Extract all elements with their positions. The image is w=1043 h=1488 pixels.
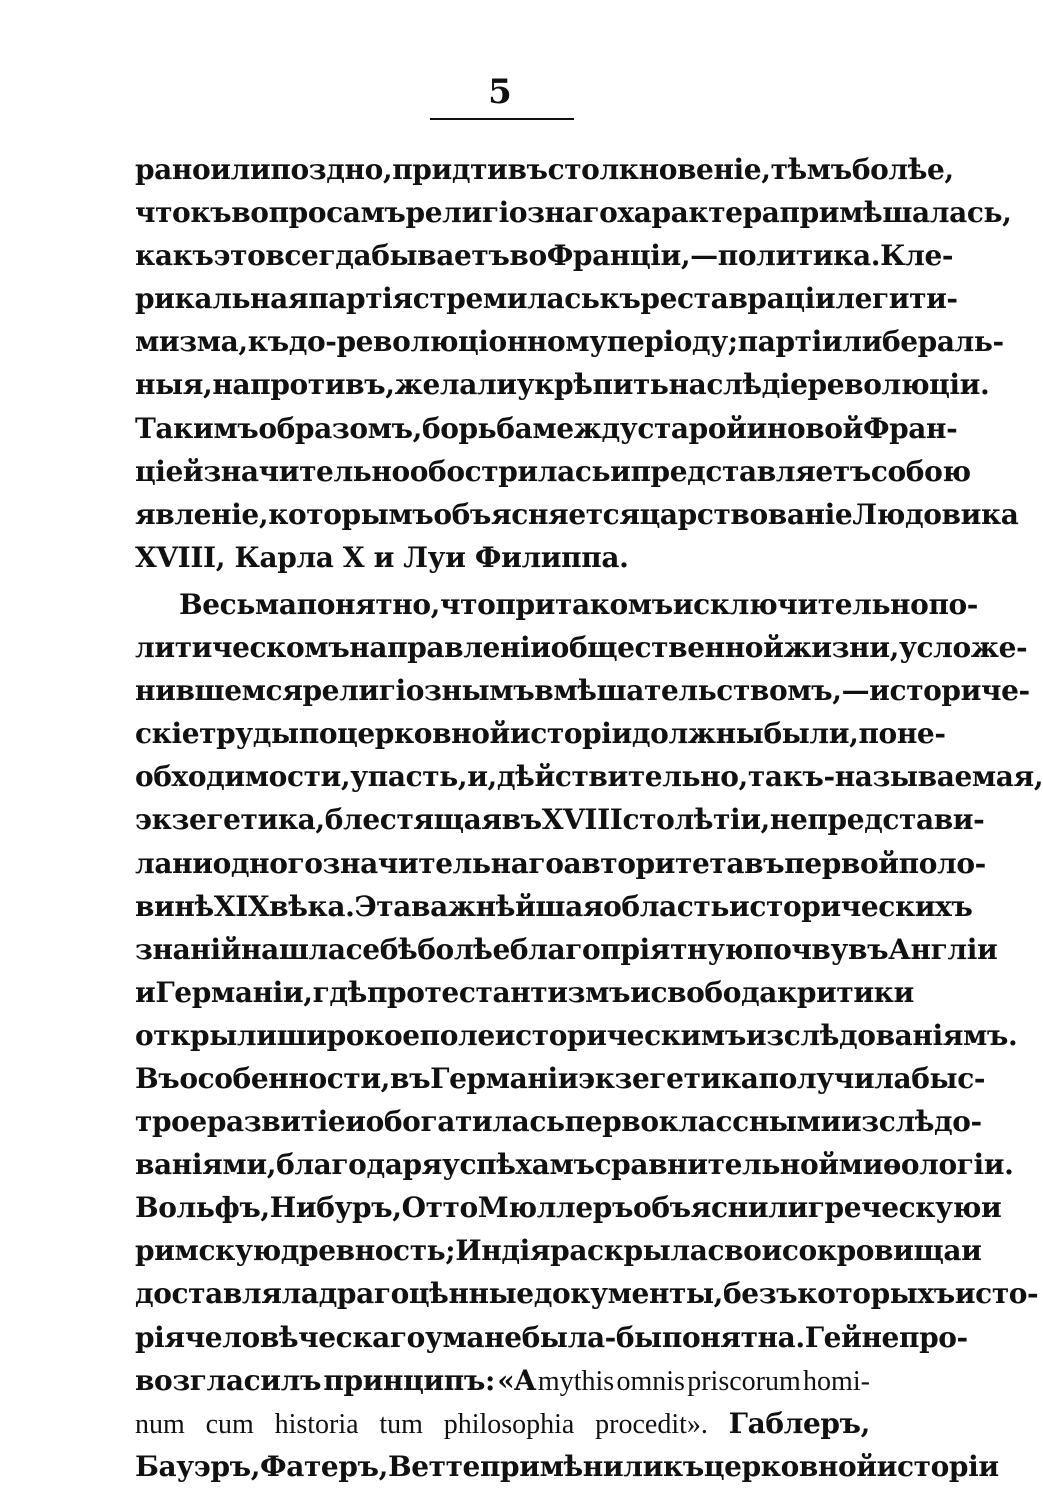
text-line: Такимъ образомъ, борьба между старой и новой Фран- xyxy=(135,411,958,445)
text-line: Вольфъ, Нибуръ, Отто Мюллеръ объяснили греческую и xyxy=(135,1191,1002,1225)
text-line: нившемся религіознымъ вмѣшательствомъ,—историче- xyxy=(135,674,1030,708)
text-line: доставляла драгоцѣнные документы, безъ которыхъ исто- xyxy=(135,1277,1039,1311)
text-line: Весьма понятно, что при такомъ исключительно по- xyxy=(179,587,979,621)
text-line: Въ особенности, въ Германіи экзегетика получила быс- xyxy=(135,1061,986,1095)
header-rule xyxy=(430,118,574,120)
text-line: ваніями, благодаря успѣхамъ сравнительной миѳологіи. xyxy=(135,1148,1014,1182)
text-line: мизма, къ до-революціонному періоду; партіи либераль- xyxy=(135,325,1004,359)
text-line: рикальная партія стремилась къ реставраціи легити- xyxy=(135,282,958,316)
text-line: ла ни одного значительнаго авторитета въ первой поло- xyxy=(135,846,986,880)
body-text xyxy=(135,148,1043,1488)
text-line: XVIII, Карла X и Луи Филиппа. xyxy=(135,540,629,574)
paragraph xyxy=(135,148,1019,579)
page-number: 5 xyxy=(488,72,512,112)
paragraph xyxy=(135,583,1043,1488)
text-line: трое развитіе и обогатилась первоклассными изслѣдо- xyxy=(135,1105,982,1139)
text-line: num cum historia tum philosophia procedit». Габлеръ, xyxy=(135,1406,870,1440)
text-line: Бауэръ, Фатеръ, Ветте примѣнили къ церковной исторіи xyxy=(135,1449,999,1483)
text-line: явленіе, которымъ объясняется царствованіе Людовика xyxy=(135,497,1019,531)
text-line: ціей значительно обострилась и представляетъ собою xyxy=(135,454,971,488)
text-line: возгласилъ принципъ: «A mythis omnis priscorum homi- xyxy=(135,1363,870,1397)
text-line: экзегетика, блестящая въ XVIII столѣтіи, не представи- xyxy=(135,803,985,837)
text-line: римскую древность; Индія раскрыла свои сокровища и xyxy=(135,1234,982,1268)
text-line: какъ это всегда бываетъ во Франціи,—политика. Кле- xyxy=(135,239,954,273)
text-line: скіе труды по церковной исторіи должны были, по не- xyxy=(135,717,946,751)
text-line: знаній нашла себѣ болѣе благопріятную почву въ Англіи xyxy=(135,932,998,966)
text-line: литическомъ направленіи общественной жизни, усложе- xyxy=(135,631,1028,665)
text-line: открыли широкое поле историческимъ изслѣдованіямъ. xyxy=(135,1018,1018,1052)
text-line: винѣ XIX вѣка. Эта важнѣйшая область историческихъ xyxy=(135,889,973,923)
text-line: рано или поздно, придти въ столкновеніе, тѣмъ болѣе, xyxy=(135,153,954,186)
text-line: и Германіи, гдѣ протестантизмъ и свобода критики xyxy=(135,975,914,1009)
text-line: обходимости, упасть, и, дѣйствительно, такъ-называемая, xyxy=(135,760,1043,794)
text-line: рія человѣческаго ума не была-бы понятна. Гейне про- xyxy=(135,1320,968,1354)
text-line: ныя, напротивъ, желали укрѣпить наслѣдіе революціи. xyxy=(135,368,990,402)
text-line: что къ вопросамъ религіознаго характера примѣшалась, xyxy=(135,196,1012,230)
